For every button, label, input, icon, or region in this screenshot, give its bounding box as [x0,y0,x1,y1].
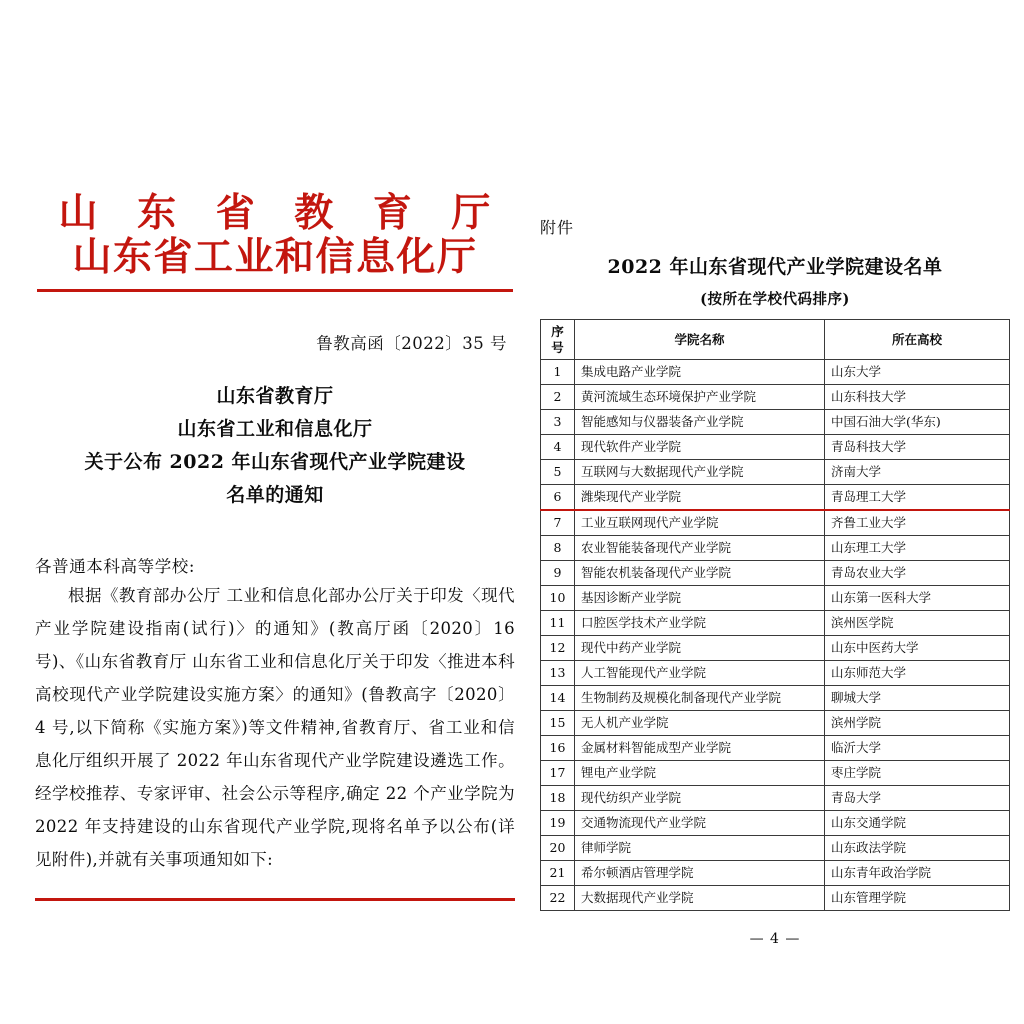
cell-index: 14 [541,685,575,710]
cell-index: 4 [541,435,575,460]
table-row [541,785,1010,810]
table-row [541,535,1010,560]
table-row [541,710,1010,735]
masthead-line-1: 山 东 省 教 育 厅 [58,190,504,236]
cell-college-name: 希尔顿酒店管理学院 [575,860,825,885]
cell-college-name: 律师学院 [575,835,825,860]
table-row [541,385,1010,410]
cell-index: 9 [541,560,575,585]
cell-university: 山东交通学院 [825,810,1010,835]
cell-university: 山东青年政治学院 [825,860,1010,885]
cell-college-name: 无人机产业学院 [575,710,825,735]
cell-college-name: 基因诊断产业学院 [575,585,825,610]
table-row [541,685,1010,710]
cell-university: 滨州医学院 [825,610,1010,635]
cell-college-name: 生物制药及规模化制备现代产业学院 [575,685,825,710]
cell-index: 12 [541,635,575,660]
cell-university: 山东大学 [825,360,1010,385]
cell-university: 山东中医药大学 [825,635,1010,660]
cell-index: 21 [541,860,575,885]
masthead [35,190,515,280]
masthead-line-2: 山东省工业和信息化厅 [72,234,478,281]
cell-index: 7 [541,510,575,535]
cell-index: 20 [541,835,575,860]
cell-index: 13 [541,660,575,685]
cell-college-name: 集成电路产业学院 [575,360,825,385]
page-number: — 4 — [749,930,801,947]
title-line-4: 名单的通知 [226,484,324,507]
cell-college-name: 大数据现代产业学院 [575,885,825,910]
cell-college-name: 现代纺织产业学院 [575,785,825,810]
cell-university: 中国石油大学(华东) [825,410,1010,435]
table-header-row [541,320,1010,360]
attachment-label: 附件 [540,218,575,237]
cell-college-name: 黄河流域生态环境保护产业学院 [575,385,825,410]
cell-college-name: 交通物流现代产业学院 [575,810,825,835]
cell-college-name: 口腔医学技术产业学院 [575,610,825,635]
document-title [35,380,515,513]
cell-index: 5 [541,460,575,485]
table-row [541,610,1010,635]
body-paragraph: 根据《教育部办公厅 工业和信息化部办公厅关于印发〈现代产业学院建设指南(试行)〉的通知》(教高厅函〔2020〕16 号)、《山东省教育厅 山东省工业和信息化厅关于印发〈推进本科高校现代产业学院建设实施方案〉的通知》(鲁教高字〔2020〕4 号,以下简称《实施方案》)等文件精神,省教育厅、省工业和信息化厅组织开展了 2022 年山东省现代产业学院建设遴选工作。经学校推荐、专家评审、社会公示等程序,确定 22 个产业学院为 2022 年支持建设的山东省现代产业学院,现将名单予以公布(详见附件),并就有关事项通知如下: [35,585,515,869]
salutation: 各普通本科高等学校: [35,556,196,576]
cell-index: 2 [541,385,575,410]
cell-index: 6 [541,485,575,510]
cell-college-name: 智能感知与仪器装备产业学院 [575,410,825,435]
cell-college-name: 锂电产业学院 [575,760,825,785]
table-row [541,835,1010,860]
cell-college-name: 工业互联网现代产业学院 [575,510,825,535]
cell-university: 青岛理工大学 [825,485,1010,510]
column-header-name: 学院名称 [575,320,825,360]
title-line-2: 山东省工业和信息化厅 [177,417,373,440]
cell-index: 18 [541,785,575,810]
cell-college-name: 现代中药产业学院 [575,635,825,660]
cell-index: 16 [541,735,575,760]
table-row [541,760,1010,785]
cell-university: 山东第一医科大学 [825,585,1010,610]
list-subtitle: (按所在学校代码排序) [700,291,850,308]
table-row [541,660,1010,685]
cell-college-name: 智能农机装备现代产业学院 [575,560,825,585]
cell-index: 3 [541,410,575,435]
table-row [541,585,1010,610]
cell-college-name: 金属材料智能成型产业学院 [575,735,825,760]
cell-index: 19 [541,810,575,835]
cell-university: 枣庄学院 [825,760,1010,785]
cell-university: 聊城大学 [825,685,1010,710]
cell-university: 山东科技大学 [825,385,1010,410]
table-row [541,560,1010,585]
cell-university: 青岛农业大学 [825,560,1010,585]
industry-college-table [540,319,1010,911]
cell-college-name: 互联网与大数据现代产业学院 [575,460,825,485]
cell-university: 济南大学 [825,460,1010,485]
body-text [35,579,515,876]
table-row [541,635,1010,660]
cell-college-name: 潍柴现代产业学院 [575,485,825,510]
cell-index: 17 [541,760,575,785]
table-row [541,735,1010,760]
cell-index: 8 [541,535,575,560]
cell-index: 1 [541,360,575,385]
cell-college-name: 现代软件产业学院 [575,435,825,460]
table-row [541,360,1010,385]
table-row [541,860,1010,885]
table-row [541,460,1010,485]
cell-index: 10 [541,585,575,610]
column-header-index: 序号 [541,320,575,360]
cell-university: 滨州学院 [825,710,1010,735]
list-title: 2022 年山东省现代产业学院建设名单 [607,256,943,278]
cell-index: 15 [541,710,575,735]
footer-red-rule [35,898,515,901]
masthead-red-rule [37,289,513,292]
table-row [541,810,1010,835]
cell-university: 临沂大学 [825,735,1010,760]
cell-college-name: 农业智能装备现代产业学院 [575,535,825,560]
title-line-1: 山东省教育厅 [216,384,334,407]
cell-university: 青岛科技大学 [825,435,1010,460]
title-line-3: 关于公布 2022 年山东省现代产业学院建设 [84,451,466,474]
table-row [541,410,1010,435]
column-header-school: 所在高校 [825,320,1010,360]
cell-university: 山东理工大学 [825,535,1010,560]
document-number: 鲁教高函〔2022〕35 号 [316,333,507,353]
cell-index: 22 [541,885,575,910]
cell-college-name: 人工智能现代产业学院 [575,660,825,685]
cell-index: 11 [541,610,575,635]
cell-university: 青岛大学 [825,785,1010,810]
table-row [541,435,1010,460]
table-row [541,510,1010,535]
left-document-panel [35,190,515,900]
cell-university: 山东师范大学 [825,660,1010,685]
cell-university: 山东政法学院 [825,835,1010,860]
table-row [541,485,1010,510]
cell-university: 齐鲁工业大学 [825,510,1010,535]
right-document-panel [540,215,1010,947]
cell-university: 山东管理学院 [825,885,1010,910]
table-row [541,885,1010,910]
